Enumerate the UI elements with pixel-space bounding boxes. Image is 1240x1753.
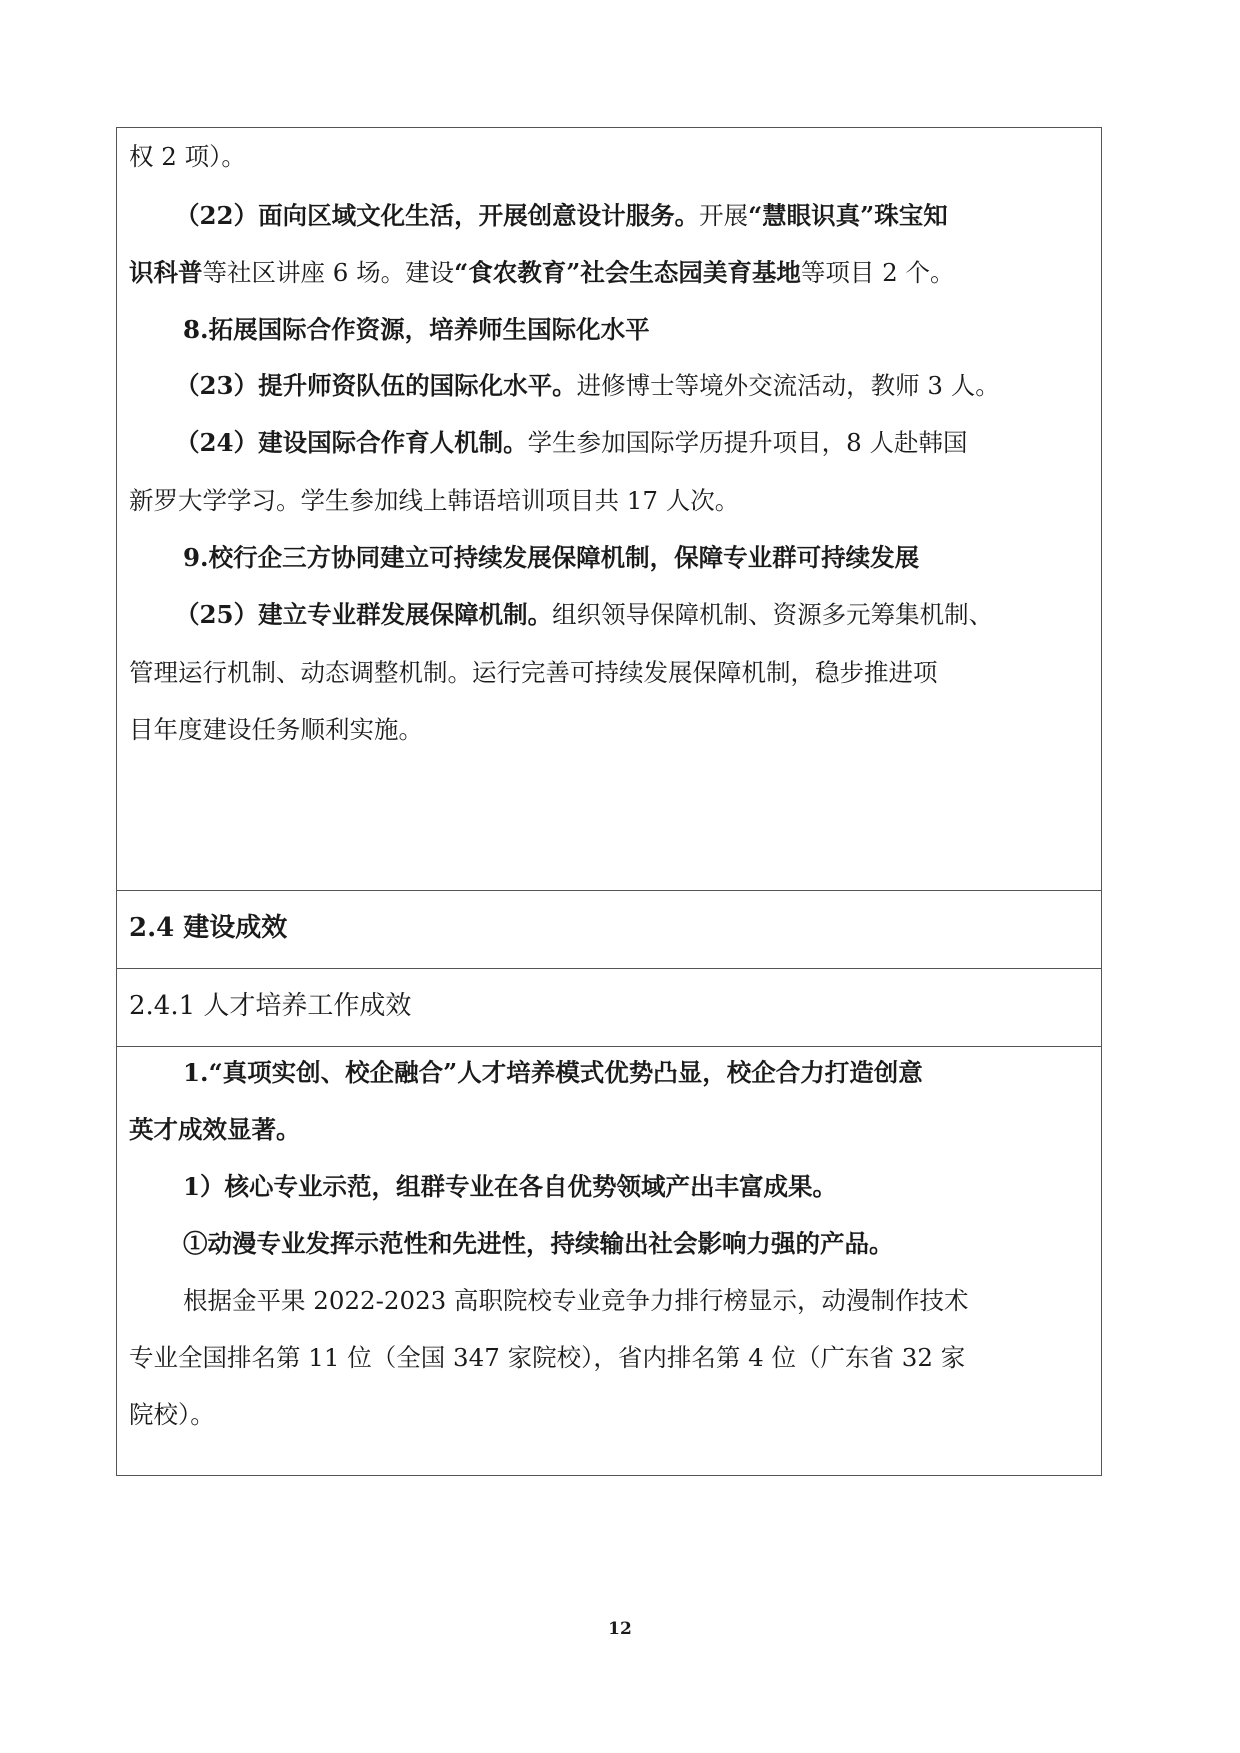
- text-run: 开展: [699, 201, 749, 230]
- paragraph-heading: ①动漫专业发挥示范性和先进性，持续输出社会影响力强的产品。: [183, 1229, 894, 1258]
- paragraph-heading: 1）核心专业示范，组群专业在各自优势领域产出丰富成果。: [183, 1172, 838, 1201]
- content-table: [116, 127, 1102, 1476]
- section-heading: 9.校行企三方协同建立可持续发展保障机制，保障专业群可持续发展: [183, 543, 920, 572]
- paragraph-line: 权 2 项）。: [129, 142, 246, 171]
- paragraph-line: [175, 370, 1093, 402]
- paragraph-line: 院校）。: [129, 1400, 215, 1429]
- paragraph-line: 目年度建设任务顺利实施。: [129, 715, 423, 744]
- paragraph-line: [175, 599, 1093, 631]
- text-run: 学生参加国际学历提升项目，8 人赴韩国: [527, 428, 968, 457]
- paragraph-line: 根据金平果 2022-2023 高职院校专业竞争力排行榜显示，动漫制作技术: [183, 1286, 969, 1315]
- paragraph-line: [175, 427, 1093, 459]
- bold-title: （22）面向区域文化生活，开展创意设计服务。: [175, 201, 700, 230]
- table-cell-subheading: [117, 968, 1101, 1046]
- table-cell-talent-results: [117, 1046, 1101, 1475]
- section-heading: 2.4 建设成效: [129, 913, 288, 943]
- bold-term: 识科普: [129, 258, 203, 287]
- paragraph-line: 专业全国排名第 11 位（全国 347 家院校），省内排名第 4 位（广东省 32 家: [129, 1343, 966, 1372]
- table-cell-construction-tasks: [117, 128, 1101, 890]
- paragraph-line: 新罗大学学习。学生参加线上韩语培训项目共 17 人次。: [129, 486, 740, 515]
- bold-term: “食农教育”社会生态园美育基地: [454, 258, 801, 287]
- bold-title: （23）提升师资队伍的国际化水平。: [175, 371, 577, 400]
- text-run: 等社区讲座 6 场。建设: [202, 258, 455, 287]
- paragraph-line: 管理运行机制、动态调整机制。运行完善可持续发展保障机制，稳步推进项: [129, 658, 938, 687]
- bold-term: “慧眼识真”珠宝知: [748, 201, 948, 230]
- bold-title: （24）建设国际合作育人机制。: [175, 428, 528, 457]
- text-run: 等项目 2 个。: [800, 258, 955, 287]
- subsection-heading: 2.4.1 人才培养工作成效: [129, 991, 412, 1021]
- paragraph-heading: 英才成效显著。: [129, 1115, 301, 1144]
- paragraph-line: [129, 257, 1093, 289]
- section-heading: 8.拓展国际合作资源，培养师生国际化水平: [183, 315, 650, 344]
- text-run: 进修博士等境外交流活动，教师 3 人。: [576, 371, 1000, 400]
- bold-title: （25）建立专业群发展保障机制。: [175, 600, 553, 629]
- paragraph-line: [175, 200, 1093, 232]
- table-cell-heading: [117, 890, 1101, 968]
- paragraph-heading: 1.“真项实创、校企融合”人才培养模式优势凸显，校企合力打造创意: [183, 1058, 923, 1087]
- page-number: 12: [608, 1619, 632, 1639]
- text-run: 组织领导保障机制、资源多元筹集机制、: [552, 600, 994, 629]
